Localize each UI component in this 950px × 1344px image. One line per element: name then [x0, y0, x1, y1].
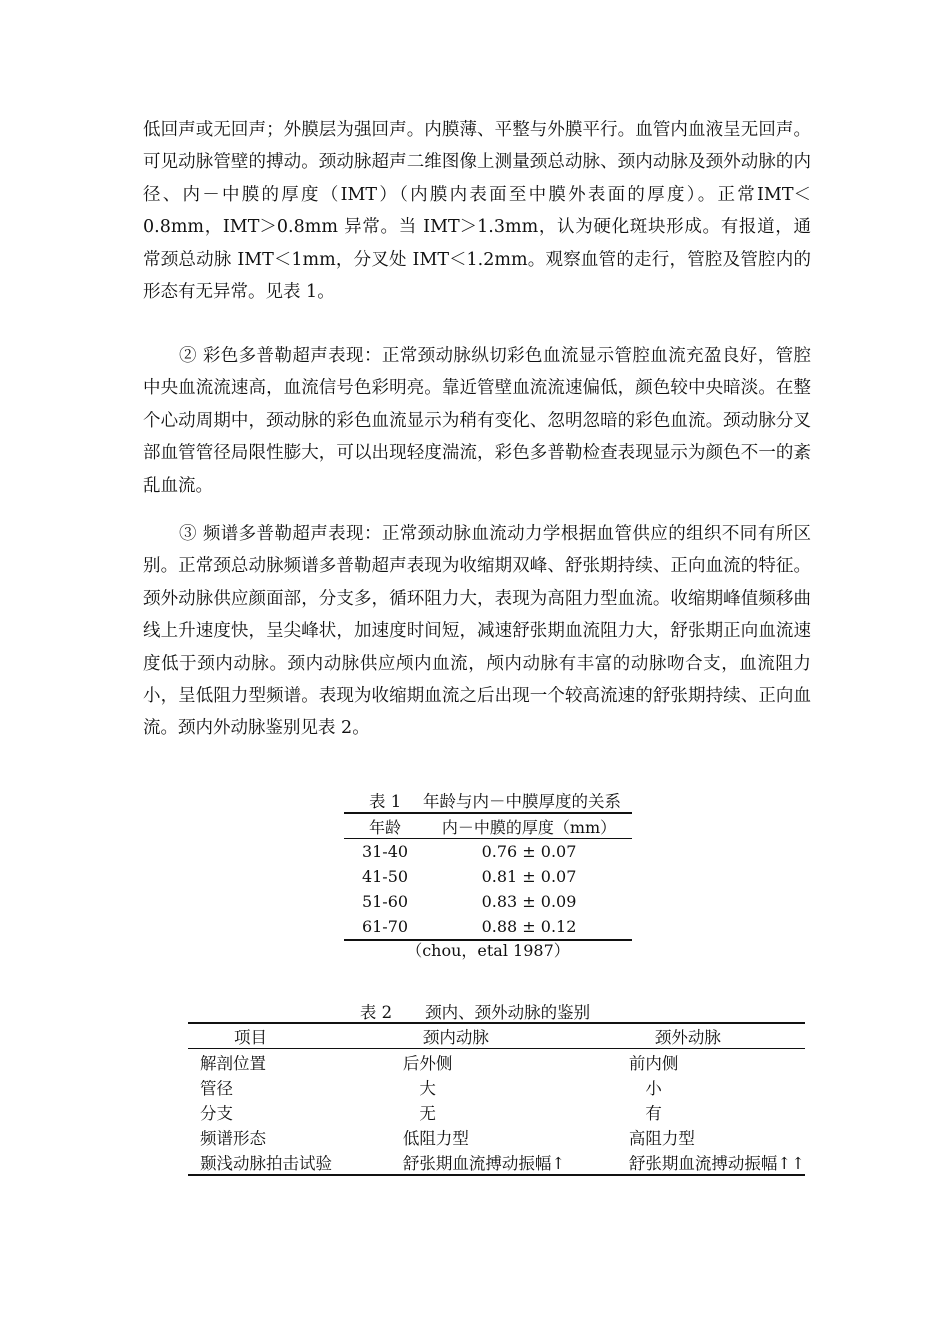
- table-cell: 61-70: [344, 914, 426, 940]
- table-cell: 小: [628, 1078, 662, 1098]
- table-cell: 0.88 ± 0.12: [426, 914, 632, 940]
- table1-header-row: [344, 813, 632, 839]
- table2-header-external: 颈外动脉: [625, 1023, 805, 1049]
- table-row: [188, 1149, 805, 1175]
- table-cell: 管径: [200, 1078, 233, 1098]
- table1-source: （chou，etal 1987）: [406, 941, 570, 960]
- table-cell: 后外侧: [402, 1053, 453, 1073]
- table-cell: 0.76 ± 0.07: [481, 842, 577, 861]
- table-cell: 41-50: [361, 867, 409, 886]
- table-cell: 31-40: [361, 842, 409, 861]
- table-cell: 频谱形态: [200, 1128, 266, 1148]
- table-row: [344, 839, 632, 865]
- table2-artery-comparison: [188, 1022, 805, 1176]
- table-row: [188, 1099, 805, 1124]
- table-cell: 大: [402, 1078, 436, 1098]
- table-cell: 前内侧: [628, 1053, 679, 1073]
- table-row: [188, 1049, 805, 1075]
- table2-header-internal: 颈内动脉: [395, 1023, 625, 1049]
- table2-header-row: [188, 1023, 805, 1049]
- paragraph-color-doppler: ② 彩色多普勒超声表现：正常颈动脉纵切彩色血流显示管腔血流充盈良好，管腔中央血流流速高，血流信号色彩明亮。靠近管壁血流流速偏低，颜色较中央暗淡。在整个心动周期中，颈动脉的彩色血流显示为稍有变化、忽明忽暗的彩色血流。颈动脉分叉部血管管径局限性膨大，可以出现轻度湍流，彩色多普勒检查表现显示为颜色不一的紊乱血流。: [143, 346, 811, 496]
- table-cell: 51-60: [361, 892, 409, 911]
- table-cell: 高阻力型: [628, 1128, 695, 1148]
- table-cell: 舒张期血流搏动振幅↑↑: [625, 1149, 805, 1175]
- table-row: [188, 1124, 805, 1149]
- table-row: [344, 914, 632, 940]
- table-cell: 0.83 ± 0.09: [481, 892, 577, 911]
- table-row: [188, 1074, 805, 1099]
- table-row: [344, 864, 632, 889]
- table1-header-thickness: 内－中膜的厚度（mm）: [426, 813, 632, 839]
- table-cell: 无: [402, 1103, 436, 1123]
- table1-age-imt: [344, 812, 632, 941]
- table-cell: 低阻力型: [402, 1128, 469, 1148]
- table-cell: 舒张期血流搏动振幅↑: [395, 1149, 625, 1175]
- table-cell: 有: [628, 1103, 662, 1123]
- table-cell: 颞浅动脉拍击试验: [188, 1149, 395, 1175]
- paragraph-spectral-doppler: ③ 频谱多普勒超声表现：正常颈动脉血流动力学根据血管供应的组织不同有所区别。正常颈总动脉频谱多普勒超声表现为收缩期双峰、舒张期持续、正向血流的特征。颈外动脉供应颜面部，分支多，循环阻力大，表现为高阻力型血流。收缩期峰值频移曲线上升速度快，呈尖峰状，加速度时间短，减速舒张期血流阻力大，舒张期正向血流速度低于颈内动脉。颈内动脉供应颅内血流，颅内动脉有丰富的动脉吻合支，血流阻力小，呈低阻力型频谱。表现为收缩期血流之后出现一个较高流速的舒张期持续、正向血流。颈内外动脉鉴别见表 2。: [143, 524, 811, 739]
- paragraph-imt: 低回声或无回声；外膜层为强回声。内膜薄、平整与外膜平行。血管内血液呈无回声。可见动脉管壁的搏动。颈动脉超声二维图像上测量颈总动脉、颈内动脉及颈外动脉的内径、内－中膜的厚度（IMT）（内膜内表面至中膜外表面的厚度）。正常IMT＜0.8mm，IMT＞0.8mm 异常。当 IMT＞1.3mm，认为硬化斑块形成。有报道，通常颈总动脉 IMT＜1mm，分叉处 IMT＜1.2mm。观察血管的走行，管腔及管腔内的形态有无异常。见表 1。: [143, 120, 811, 303]
- table-row: [344, 889, 632, 914]
- table2-header-item: 项目: [188, 1023, 395, 1049]
- table-cell: 解剖位置: [200, 1053, 266, 1073]
- table-cell: 分支: [200, 1103, 233, 1123]
- table1-header-age: 年龄: [344, 813, 426, 839]
- table-cell: 0.81 ± 0.07: [481, 867, 577, 886]
- table2-caption: 表 2 颈内、颈外动脉的鉴别: [359, 1003, 591, 1022]
- table1-caption: 表 1 年龄与内－中膜厚度的关系: [369, 792, 621, 811]
